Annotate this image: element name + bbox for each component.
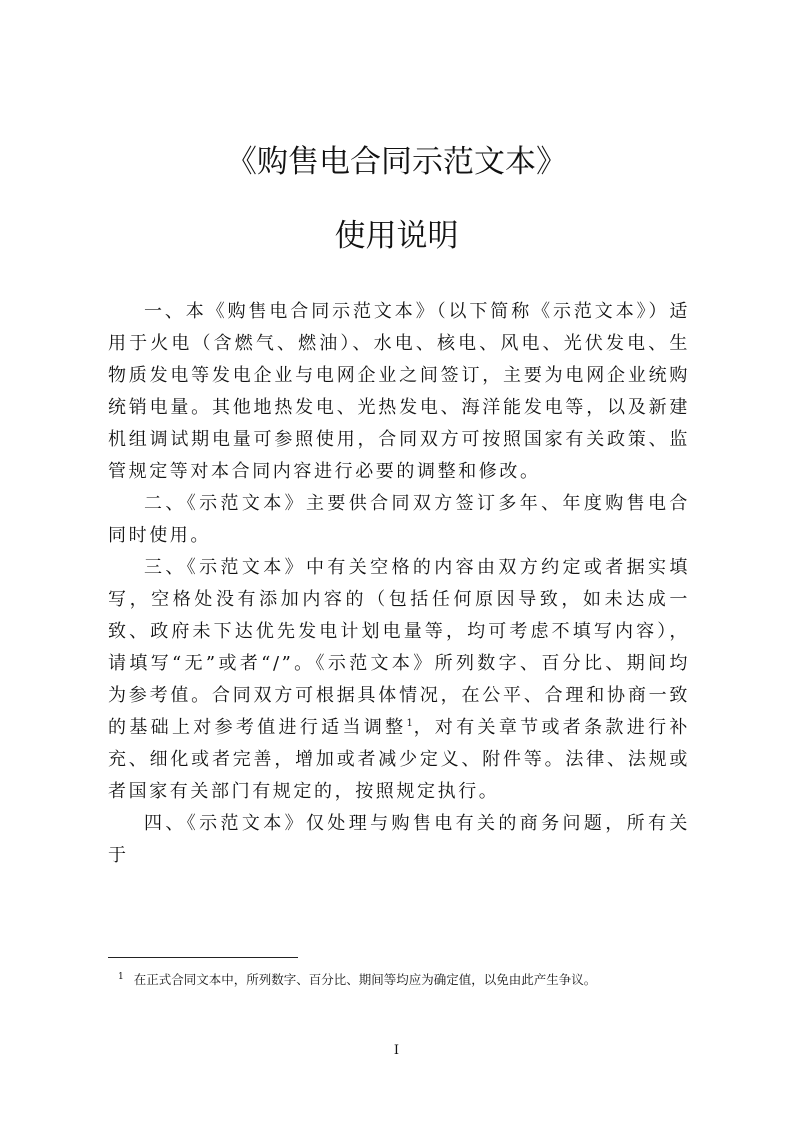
footnote-reference-mark: 1 — [406, 718, 413, 729]
document-subtitle: 使用说明 — [334, 218, 459, 254]
document-body — [108, 296, 690, 872]
paragraph-3 — [108, 552, 690, 808]
page-number: I — [393, 1043, 400, 1058]
paragraph-2: 二、《示范文本》主要供合同双方签订多年、年度购售电合同时使用。 — [108, 493, 690, 546]
paragraph-1: 一、本《购售电合同示范文本》（以下简称《示范文本》）适用于火电（含燃气、燃油）、水电、核电、风电、光伏发电、生物质发电等发电企业与电网企业之间签订，主要为电网企业统购统销电量。其他地热发电、光热发电、海洋能发电等，以及新建机组调试期电量可参照使用，合同双方可按照国家有关政策、监管规定等对本合同内容进行必要的调整和修改。 — [108, 301, 690, 482]
paragraph-3-part-2: ，对有关章节或者条款进行补充、细化或者完善，增加或者减少定义、附件等。法律、法规或者国家有关部门有规定的，按照规定执行。 — [108, 717, 690, 802]
footnote-text: 在正式合同文本中，所列数字、百分比、期间等均应为确定值，以免由此产生争议。 — [133, 972, 597, 987]
paragraph-3-part-1: 三、《示范文本》中有关空格的内容由双方约定或者据实填写，空格处没有添加内容的（包括任何原因导致，如未达成一致、政府未下达优先发电计划电量等，均可考虑不填写内容），请填写“无”或者“/”。《示范文本》所列数字、百分比、期间均为参考值。合同双方可根据具体情况，在公平、合理和协商一致的基础上对参考值进行适当调整 — [108, 557, 690, 738]
footnote — [118, 970, 698, 990]
footnote-separator — [108, 957, 298, 958]
paragraph-4: 四、《示范文本》仅处理与购售电有关的商务问题，所有关于 — [108, 813, 690, 866]
footnote-number: 1 — [118, 971, 124, 982]
document-title: 《购售电合同示范文本》 — [226, 144, 567, 180]
